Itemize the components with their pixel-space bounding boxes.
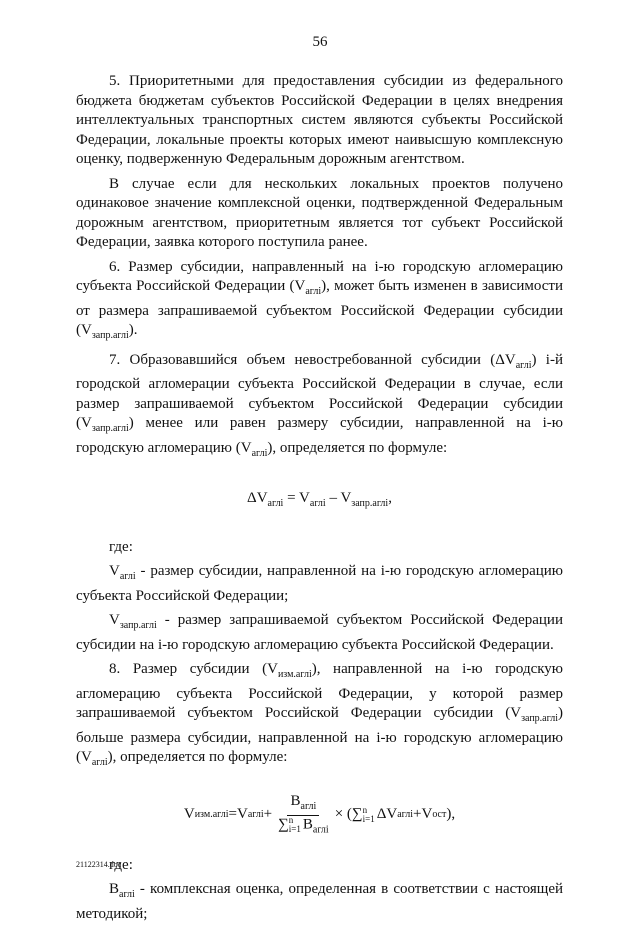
fraction: [275, 793, 332, 838]
paragraph-6: 6. Размер субсидии, направленный на i-ю городскую агломерацию субъекта Российской Федерации $(V_{аглi})$, может быть изменен в зависимости от размера запрашиваемой субъектом Российской Федерации субсидии $(V_{запр.аглi})$.: [76, 258, 563, 341]
fraction-numerator: $B_{аглi}$: [287, 793, 319, 816]
definition-b-aggl: $B_{аглi}$ - комплексная оценка, определенная в соответствии с настоящей методикой;: [76, 881, 563, 922]
where-label-2: где:: [109, 856, 133, 873]
paragraph-7: 7. Образовавшийся объем невостребованной субсидии $(\Delta V_{аглi})$ i-й городской агломерации субъекта Российской Федерации в случае, если размер запрашиваемой субъектом Российской Федерации субсидии $(V_{запр.аглi})$ менее или равен размеру субсидии, направленной на i-ю городскую агломерацию $(V_{аглi})$, определяется по формуле:: [76, 351, 563, 459]
paragraph-5: 5. Приоритетными для предоставления субсидии из федерального бюджета бюджетам субъектов Российской Федерации в целях внедрения интеллектуальных транспортных систем являются субъекты Российской Федерации, локальные проекты которых имеют наивысшую комплексную оценку, подверженную Федеральным дорожным агентством.: [76, 73, 563, 167]
page-number: 56: [312, 34, 328, 50]
formula-unclaimed-subsidy: $\Delta V_{аглi} = V_{аглi} - V_{запр.аглi}$,: [247, 490, 392, 509]
document-body: [76, 72, 563, 929]
where-label-1: где:: [109, 538, 133, 555]
paragraph-5-continuation: В случае если для нескольких локальных проектов получено одинаковое значение комплексной оценки, подтвержденной Федеральным дорожным агентством, приоритетным является тот субъект Российской Федерации, заявка которого поступила ранее.: [76, 175, 563, 250]
fraction-denominator: ∑ n i=1 $B_{аглi}$: [278, 814, 329, 835]
footer-document-id: 21122314.doc: [76, 860, 122, 869]
definition-v-zapr: $V_{запр.аглi}$ - размер запрашиваемой субъектом Российской Федерации субсидии на i-ю городскую агломерацию субъекта Российской Федерации.: [76, 612, 563, 653]
paragraph-8: 8. Размер субсидии $(V_{изм.аглi})$, направленной на i-ю городскую агломерацию субъекта Российской Федерации, у которой размер запрашиваемой субъектом Российской Федерации субсидии $(V_{запр.аглi})$ больше размера субсидии, направленной на i-ю городскую агломерацию $(V_{аглi})$, определяется по формуле:: [76, 661, 564, 768]
formula-changed-subsidy: V изм.аглi = V аглi + $B_{аглi}$ ∑ n i=1 $B_{аглi}$ × ( ∑ n i=1 ΔV аглi + V ост ),: [76, 793, 563, 838]
definition-v-aggl: $V_{аглi}$ - размер субсидии, направленной на i-ю городскую агломерацию субъекта Российской Федерации;: [76, 563, 563, 604]
